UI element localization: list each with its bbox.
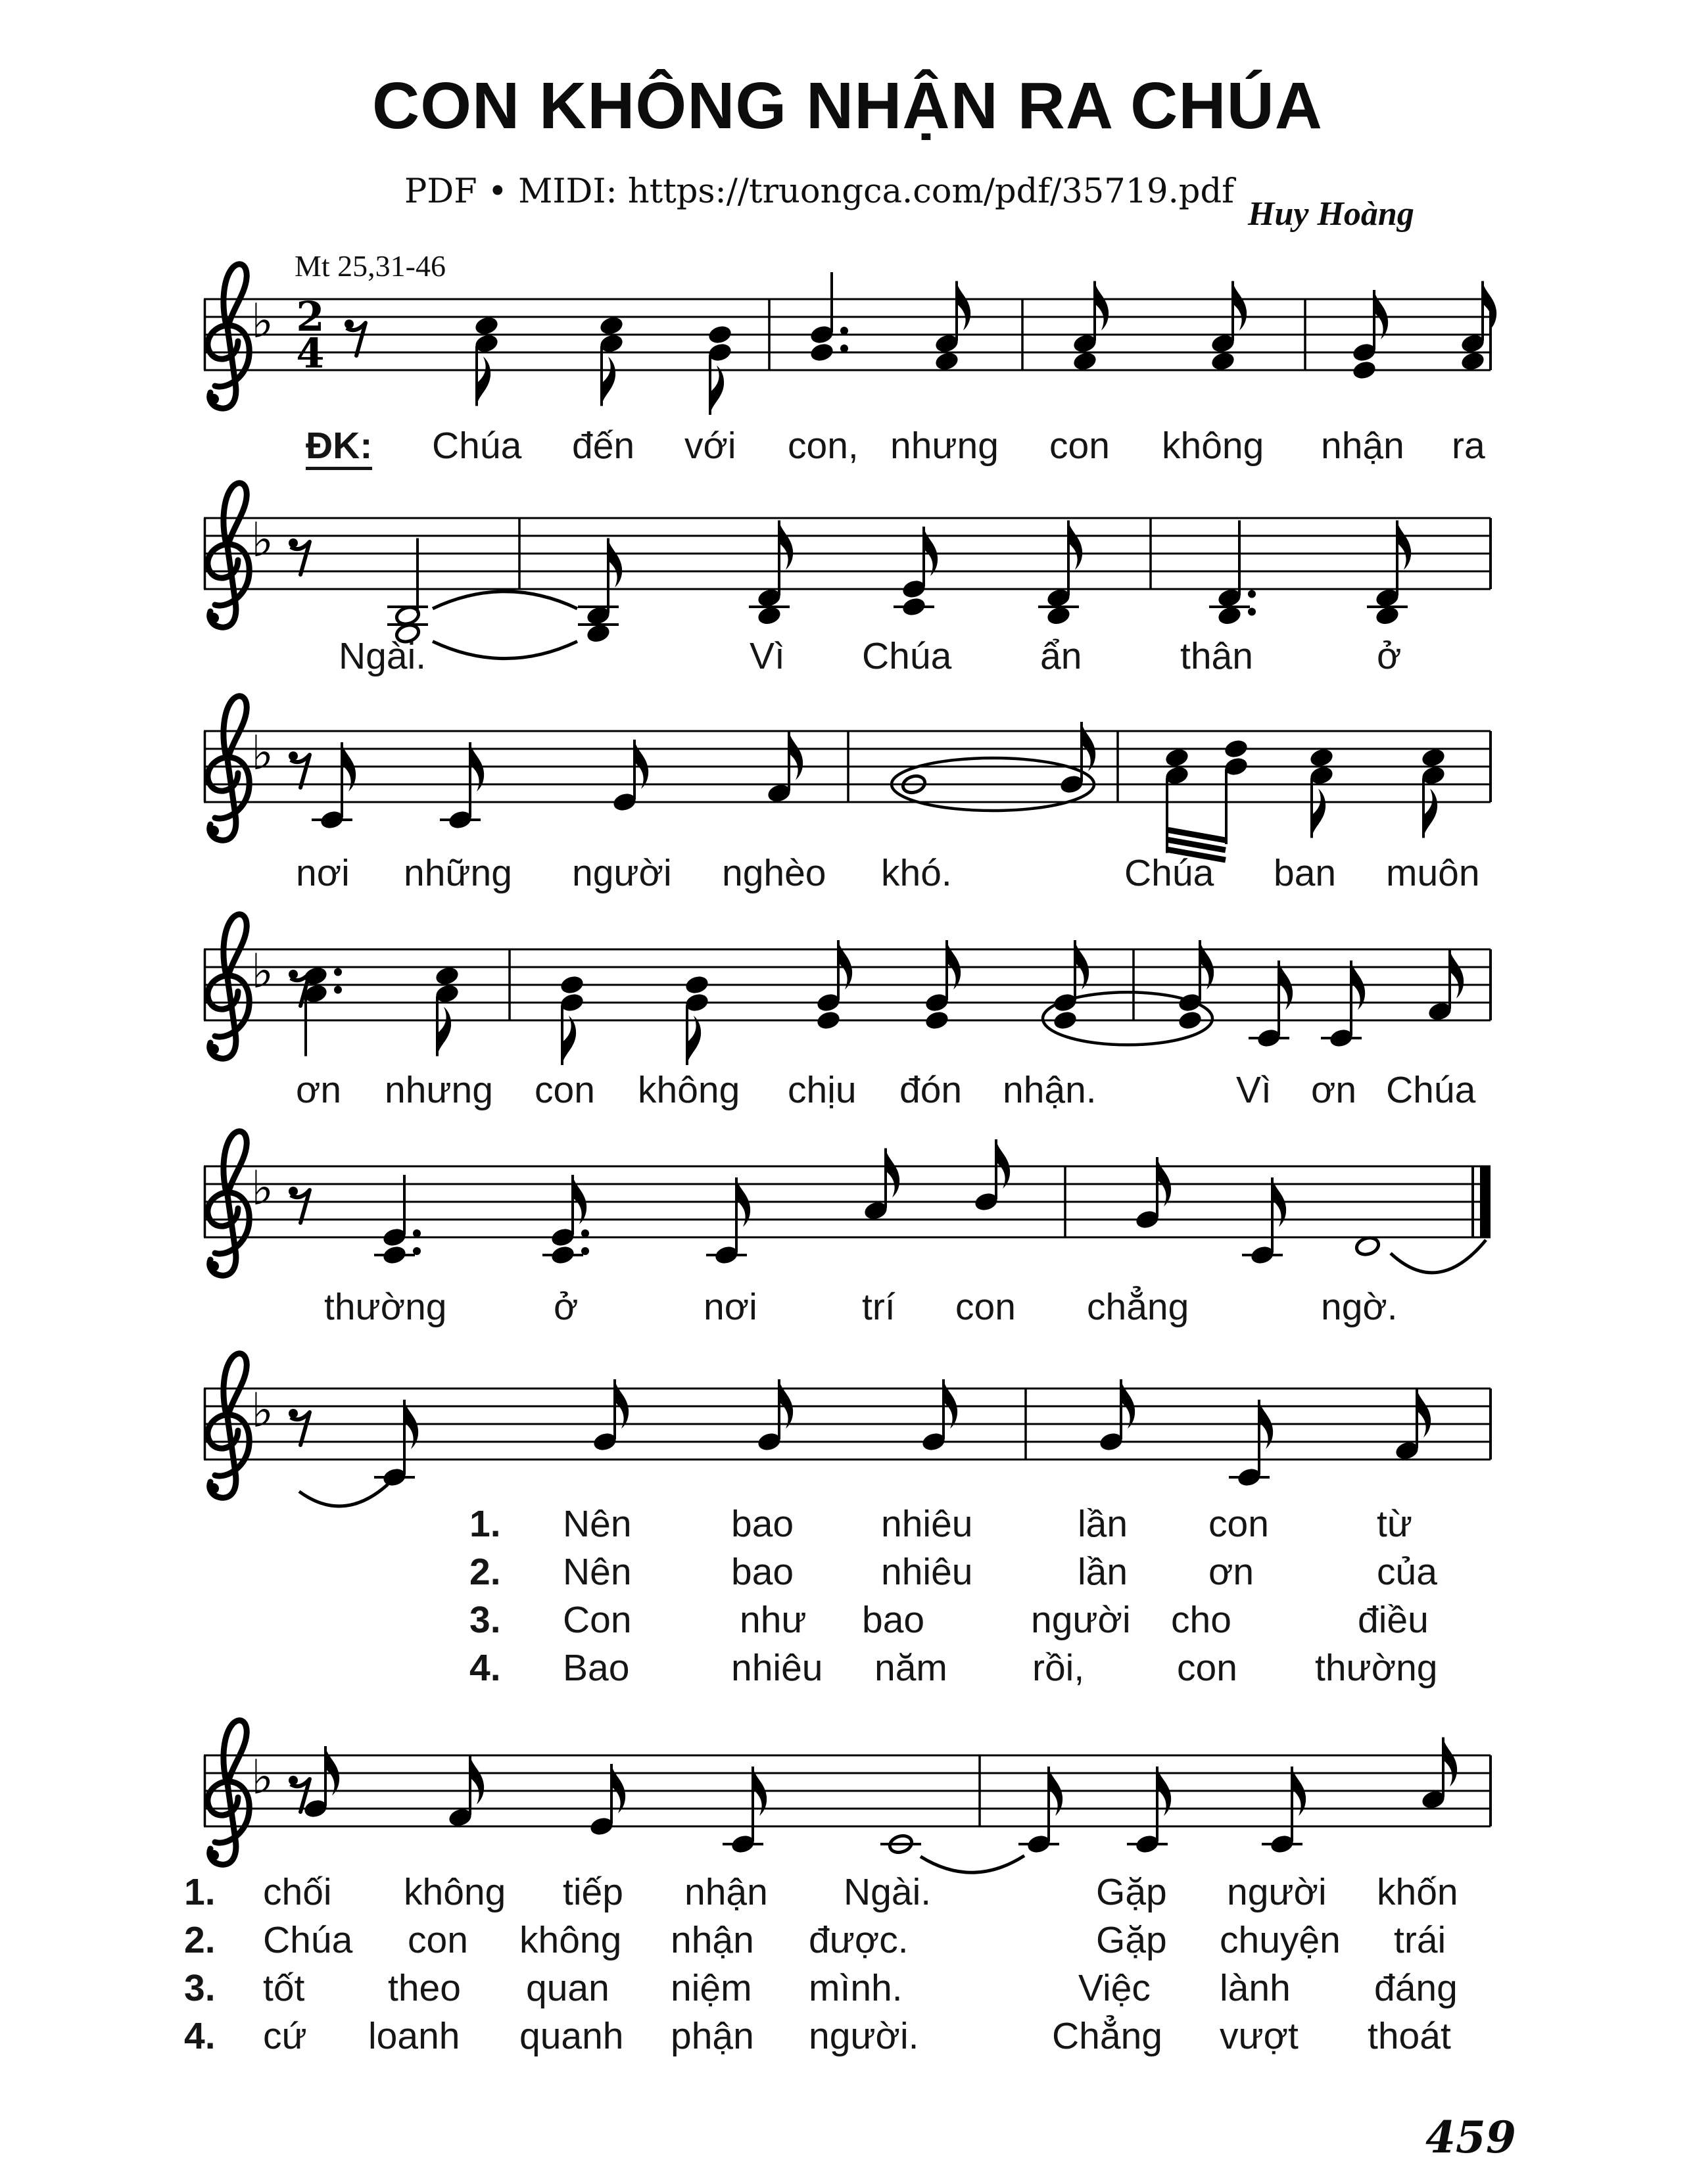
lyric-syllable: của (1377, 1551, 1437, 1593)
lyric-syllable: bao (731, 1551, 794, 1593)
lyric-syllable: trái (1394, 1919, 1446, 1961)
tie (1391, 1240, 1486, 1273)
lyric-syllable: không (519, 1919, 622, 1961)
verse-number: 4. (184, 2015, 216, 2057)
lyric-syllable: phận (671, 2015, 754, 2057)
lyric-syllable: ơn (296, 1069, 342, 1111)
lyric-syllable: từ (1377, 1503, 1412, 1545)
lyric-syllable: người (572, 852, 672, 894)
lyric-syllable: rồi, (1032, 1647, 1085, 1689)
lyric-line (0, 2016, 1695, 2062)
treble-clef-icon (208, 483, 249, 627)
lyric-syllable: Việc (1078, 1967, 1151, 2009)
eighth-rest-icon (289, 538, 310, 575)
lyric-syllable: nhưng (890, 425, 999, 467)
flat-sign: ♭ (251, 293, 274, 348)
lyric-syllable: nhưng (385, 1069, 493, 1111)
note-flag (1081, 722, 1095, 771)
lyric-syllable: tốt (263, 1967, 305, 2009)
page-number: 459 (1425, 2112, 1516, 2163)
verse-number: 2. (184, 1919, 216, 1961)
lyric-syllable: Vì (750, 635, 785, 677)
lyric-syllable: con (408, 1919, 468, 1961)
lyric-syllable: quan (526, 1967, 609, 2009)
eighth-note (440, 742, 484, 831)
lyric-syllable: Chúa (432, 425, 522, 467)
note-flag (923, 527, 938, 576)
note-flag (709, 366, 724, 415)
staff-system-1 (204, 264, 1496, 415)
lyric-syllable: thoát (1368, 2015, 1451, 2057)
lyric-syllable: không (1162, 425, 1264, 467)
lyric-syllable: bao (862, 1599, 925, 1641)
flat-sign: ♭ (251, 943, 274, 999)
lyric-syllable: lần (1078, 1551, 1128, 1593)
lyric-syllable: chịu (788, 1069, 857, 1111)
treble-clef-icon (208, 1131, 249, 1275)
eighth-rest-icon (345, 320, 366, 356)
lyric-syllable: ở (1377, 635, 1402, 677)
note-flag (572, 1175, 586, 1224)
eighth-note (302, 965, 342, 1056)
lyric-line (0, 1070, 1695, 1116)
lyric-syllable: không (404, 1871, 506, 1913)
staff-system-4 (204, 914, 1491, 1065)
note-flag (1311, 789, 1325, 838)
lyric-syllable: người (1227, 1871, 1327, 1913)
time-signature-bottom: 4 (296, 329, 325, 377)
staff-system-7 (204, 1721, 1491, 1872)
eighth-note (1308, 747, 1335, 838)
lyric-syllable: bao (731, 1503, 794, 1545)
eighth-note (374, 1400, 418, 1488)
lyric-syllable: ra (1452, 425, 1485, 467)
note-flag (608, 538, 622, 588)
final-barline-thick (1480, 1166, 1491, 1237)
note-flag (686, 1016, 701, 1065)
lyric-syllable: ở (554, 1286, 579, 1328)
note-flag (437, 1007, 451, 1056)
lyric-syllable: Chúa (263, 1919, 353, 1961)
note-flag (956, 281, 970, 331)
lyric-syllable: thân (1180, 635, 1253, 677)
note-flag (469, 1755, 484, 1805)
lyric-syllable: nơi (704, 1286, 757, 1328)
eighth-note (723, 1767, 767, 1855)
lyric-syllable: quanh (519, 2015, 624, 2057)
lyric-syllable: nhận (1321, 425, 1404, 467)
lyric-syllable: Ngài. (844, 1871, 932, 1913)
lyric-syllable: những (404, 852, 512, 894)
staff-system-6 (204, 1354, 1491, 1506)
eighth-note (1229, 1400, 1273, 1488)
lyric-syllable: Chúa (862, 635, 952, 677)
eighth-note (706, 1177, 750, 1266)
note-flag (1449, 949, 1464, 999)
lyric-line (0, 636, 1695, 682)
staff-system-3 (204, 696, 1491, 860)
flat-sign: ♭ (251, 512, 274, 567)
verse-number: 1. (184, 1871, 216, 1913)
eighth-note (434, 965, 460, 1056)
note-flag (1423, 789, 1437, 838)
tie (920, 1856, 1024, 1873)
lyric-syllable: năm (874, 1647, 947, 1689)
note-flag (1232, 281, 1247, 331)
treble-clef-icon (208, 1354, 249, 1498)
treble-clef-icon (208, 696, 249, 840)
tie (299, 1484, 388, 1506)
note-flag (601, 357, 615, 406)
lyric-syllable: nhận (671, 1919, 754, 1961)
staff-system-2 (204, 483, 1491, 659)
lyric-syllable: đáng (1374, 1967, 1458, 2009)
lyric-syllable: ngờ. (1321, 1286, 1398, 1328)
lyric-line (0, 426, 1695, 472)
lyric-syllable: không (638, 1069, 740, 1111)
lyric-line (0, 1552, 1695, 1598)
lyric-syllable: ban (1274, 852, 1337, 894)
note-flag (611, 1764, 625, 1813)
lyric-syllable: tiếp (563, 1871, 623, 1913)
note-flag (995, 1139, 1010, 1189)
lyric-syllable: như (740, 1599, 807, 1641)
note-flag (788, 731, 803, 780)
lyric-syllable: Chẳng (1052, 2015, 1162, 2057)
lyric-syllable: Ngài. (339, 635, 427, 677)
lyric-syllable: cho (1171, 1599, 1231, 1641)
lyric-line (0, 1872, 1695, 1918)
lyric-syllable: nhận. (1003, 1069, 1097, 1111)
note-flag (1416, 1389, 1431, 1438)
lyric-syllable: Nên (563, 1503, 632, 1545)
refrain-label: ĐK: (306, 426, 372, 470)
eighth-note (1072, 281, 1109, 373)
eighth-note (1262, 1767, 1306, 1855)
lyric-syllable: được. (809, 1919, 909, 1961)
author-name: Huy Hoàng (1248, 195, 1414, 233)
lyric-syllable: con (535, 1069, 595, 1111)
flat-sign: ♭ (251, 1160, 274, 1216)
treble-clef-icon (208, 1721, 249, 1864)
lyric-syllable: nhận (684, 1871, 768, 1913)
note-flag (325, 1746, 339, 1795)
verse-number: 3. (184, 1967, 216, 2009)
note-flag (1068, 521, 1082, 570)
eighth-note (598, 315, 625, 406)
note-flag (1120, 1379, 1135, 1429)
verse-number: 4. (469, 1647, 501, 1689)
lyric-syllable: nghèo (722, 852, 826, 894)
eighth-note (1223, 738, 1249, 844)
eighth-note (1420, 747, 1446, 838)
lyric-syllable: con (1177, 1647, 1237, 1689)
lyric-syllable: ơn (1311, 1069, 1357, 1111)
lyric-syllable: mình. (809, 1967, 903, 2009)
eighth-note (1321, 961, 1365, 1049)
eighth-note (1164, 747, 1190, 853)
lyric-line (0, 1648, 1695, 1694)
lyric-syllable: loanh (368, 2015, 460, 2057)
note-flag (1157, 1157, 1171, 1206)
note-flag (946, 940, 961, 989)
note-flag (1443, 1738, 1457, 1787)
lyric-syllable: Vì (1236, 1069, 1272, 1111)
verse-number: 3. (469, 1599, 501, 1641)
lyric-syllable: Nên (563, 1551, 632, 1593)
lyric-syllable: con (1049, 425, 1110, 467)
flat-sign: ♭ (251, 1749, 274, 1805)
lyric-syllable: nhiêu (731, 1647, 823, 1689)
lyric-line (0, 1287, 1695, 1333)
note-flag (885, 1149, 899, 1198)
note-flag (1094, 281, 1109, 331)
half-note (1354, 1235, 1381, 1257)
lyric-syllable: lần (1078, 1503, 1128, 1545)
flat-sign: ♭ (251, 1383, 274, 1438)
lyric-syllable: vượt (1220, 2015, 1299, 2057)
lyric-syllable: cứ (263, 2015, 307, 2057)
lyric-syllable: đón (899, 1069, 963, 1111)
lyric-syllable: điều (1358, 1599, 1429, 1641)
lyric-syllable: chẳng (1087, 1286, 1189, 1328)
staff-system-5 (204, 1131, 1491, 1275)
note-flag (1397, 521, 1411, 570)
lyric-syllable: khốn (1377, 1871, 1458, 1913)
note-flag (838, 940, 852, 989)
lyric-syllable: nơi (296, 852, 350, 894)
eighth-rest-icon (289, 751, 310, 788)
treble-clef-icon (208, 914, 249, 1058)
lyric-line (0, 1504, 1695, 1550)
note-flag (1199, 940, 1214, 989)
tie (433, 592, 577, 609)
lyric-syllable: muôn (1386, 852, 1480, 894)
lyric-syllable: với (684, 425, 736, 467)
lyric-syllable: ẩn (1040, 635, 1082, 677)
lyric-syllable: người. (809, 2015, 919, 2057)
note-flag (614, 1379, 629, 1429)
eighth-note (934, 281, 970, 373)
lyric-syllable: Bao (563, 1647, 630, 1689)
flat-sign: ♭ (251, 725, 274, 780)
eighth-rest-icon (289, 1187, 310, 1223)
lyric-syllable: Chúa (1386, 1069, 1476, 1111)
note-flag (561, 1016, 576, 1065)
note-flag (1074, 940, 1089, 989)
lyric-syllable: Gặp (1096, 1871, 1167, 1913)
eighth-note (1210, 281, 1247, 373)
treble-clef-icon (208, 264, 249, 408)
lyric-syllable: con, (788, 425, 859, 467)
lyric-line (0, 1600, 1695, 1646)
verse-number: 2. (469, 1551, 501, 1593)
lyric-syllable: nhiêu (881, 1503, 973, 1545)
song-title: CON KHÔNG NHẬN RA CHÚA (371, 69, 1324, 143)
note-flag (634, 740, 648, 789)
lyric-syllable: Con (563, 1599, 632, 1641)
time-signature-top: 2 (296, 293, 325, 341)
lyric-syllable: nhiêu (881, 1551, 973, 1593)
lyric-syllable: Chúa (1124, 852, 1214, 894)
lyric-syllable: chuyện (1220, 1919, 1341, 1961)
lyric-syllable: lành (1220, 1967, 1291, 2009)
lyric-syllable: người (1031, 1599, 1131, 1641)
lyric-syllable: con (1208, 1503, 1269, 1545)
lyric-syllable: khó. (881, 852, 952, 894)
lyric-syllable: Gặp (1096, 1919, 1167, 1961)
lyric-syllable: niệm (671, 1967, 752, 2009)
verse-number: 1. (469, 1503, 501, 1545)
note-flag (778, 521, 793, 570)
lyric-syllable: theo (388, 1967, 461, 2009)
lyric-line (0, 853, 1695, 899)
eighth-note (312, 742, 356, 831)
note-flag (1373, 290, 1388, 339)
lyric-syllable: ơn (1208, 1551, 1254, 1593)
lyric-syllable: thường (1315, 1647, 1438, 1689)
lyric-syllable: con (955, 1286, 1016, 1328)
note-flag (778, 1379, 793, 1429)
eighth-rest-icon (289, 1409, 310, 1445)
lyric-syllable: đến (572, 425, 635, 467)
lyric-syllable: trí (862, 1286, 895, 1328)
note-flag (476, 357, 490, 406)
lyric-line (0, 1968, 1695, 2014)
eighth-note (1018, 1767, 1062, 1855)
eighth-note (1242, 1177, 1286, 1266)
eighth-note (473, 315, 500, 406)
note-flag (943, 1379, 957, 1429)
half-note (880, 1833, 921, 1855)
eighth-note (1127, 1767, 1171, 1855)
lyric-line (0, 1920, 1695, 1966)
lyric-syllable: thường (324, 1286, 447, 1328)
scripture-reference: Mt 25,31-46 (295, 249, 446, 283)
eighth-note (1249, 961, 1293, 1049)
lyric-syllable: chối (263, 1871, 332, 1913)
pdf-midi-url-line: PDF • MIDI: https://truongca.com/pdf/35719.pdf (404, 172, 1234, 211)
